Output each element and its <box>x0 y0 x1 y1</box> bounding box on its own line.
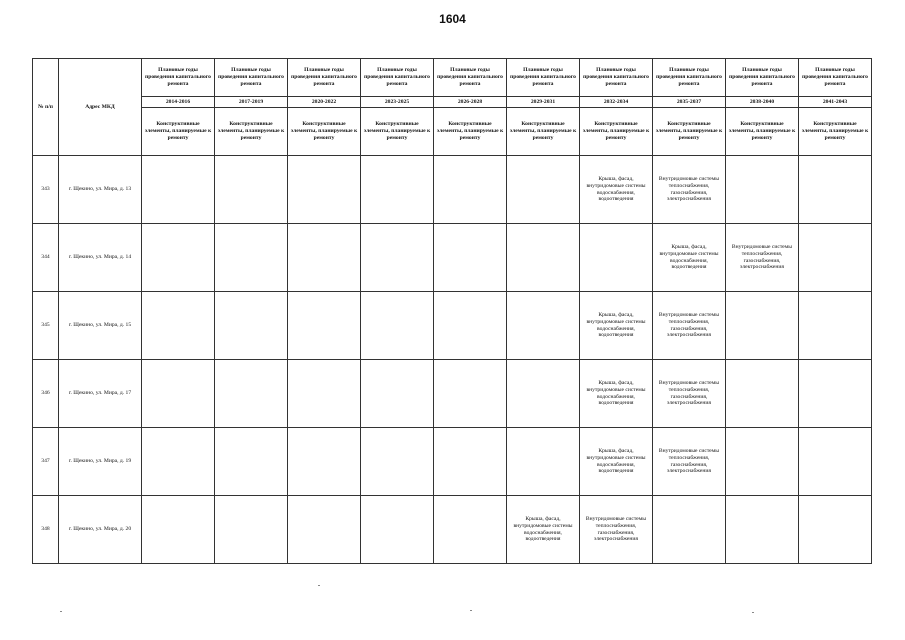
table-cell: Крыша, фасад, внутридомовые системы водоснабжения, водоотведения <box>580 428 653 496</box>
elements-header: Конструктивные элементы, планируемые к ремонту <box>726 108 799 156</box>
table-cell <box>215 428 288 496</box>
table-cell <box>799 224 872 292</box>
table-row <box>33 224 872 292</box>
elements-header: Конструктивные элементы, планируемые к ремонту <box>799 108 872 156</box>
table-header <box>33 59 872 156</box>
period-header: Плановые годы проведения капитального ремонта <box>726 59 799 97</box>
page-number: 1604 <box>439 12 466 26</box>
table-cell: Внутридомовые системы теплоснабжения, газоснабжения, электроснабжения <box>653 156 726 224</box>
period-header: Плановые годы проведения капитального ремонта <box>653 59 726 97</box>
table-cell <box>361 496 434 564</box>
period-header: Плановые годы проведения капитального ремонта <box>580 59 653 97</box>
header-row-periods <box>33 59 872 97</box>
period-header: Плановые годы проведения капитального ремонта <box>507 59 580 97</box>
elements-header: Конструктивные элементы, планируемые к ремонту <box>653 108 726 156</box>
table-cell <box>580 224 653 292</box>
period-header: Плановые годы проведения капитального ремонта <box>361 59 434 97</box>
table-cell <box>726 156 799 224</box>
table-cell <box>142 224 215 292</box>
table-cell: Крыша, фасад, внутридомовые системы водоснабжения, водоотведения <box>580 292 653 360</box>
year-range: 2014-2016 <box>142 97 215 108</box>
scan-speck <box>60 611 62 612</box>
period-header: Плановые годы проведения капитального ремонта <box>288 59 361 97</box>
table-cell <box>799 156 872 224</box>
table-cell <box>726 292 799 360</box>
table-cell: Крыша, фасад, внутридомовые системы водоснабжения, водоотведения <box>507 496 580 564</box>
table-cell <box>361 292 434 360</box>
table-row <box>33 156 872 224</box>
table-row <box>33 496 872 564</box>
table-cell <box>361 360 434 428</box>
year-range: 2032-2034 <box>580 97 653 108</box>
row-address: г. Щекино, ул. Мира, д. 19 <box>59 428 142 496</box>
period-header: Плановые годы проведения капитального ремонта <box>434 59 507 97</box>
table-body <box>33 156 872 564</box>
table-cell: Крыша, фасад, внутридомовые системы водоснабжения, водоотведения <box>580 360 653 428</box>
year-range: 2026-2028 <box>434 97 507 108</box>
table-cell <box>507 428 580 496</box>
row-number: 346 <box>33 360 59 428</box>
scan-speck <box>752 612 754 613</box>
table-cell <box>799 496 872 564</box>
scan-speck <box>470 610 472 611</box>
table-cell: Крыша, фасад, внутридомовые системы водоснабжения, водоотведения <box>580 156 653 224</box>
table-cell: Внутридомовые системы теплоснабжения, газоснабжения, электроснабжения <box>653 428 726 496</box>
row-number: 343 <box>33 156 59 224</box>
table-cell <box>142 360 215 428</box>
table-cell <box>434 224 507 292</box>
year-range: 2029-2031 <box>507 97 580 108</box>
row-number: 345 <box>33 292 59 360</box>
table-cell <box>361 156 434 224</box>
table-cell <box>653 496 726 564</box>
table-cell <box>434 496 507 564</box>
year-range: 2023-2025 <box>361 97 434 108</box>
table-row <box>33 428 872 496</box>
table-cell <box>726 428 799 496</box>
period-header: Плановые годы проведения капитального ремонта <box>215 59 288 97</box>
scan-speck <box>318 585 320 586</box>
period-header: Плановые годы проведения капитального ремонта <box>799 59 872 97</box>
table-cell <box>726 360 799 428</box>
table-cell <box>507 224 580 292</box>
elements-header: Конструктивные элементы, планируемые к ремонту <box>361 108 434 156</box>
elements-header: Конструктивные элементы, планируемые к ремонту <box>580 108 653 156</box>
table-cell <box>507 156 580 224</box>
table-cell <box>799 292 872 360</box>
table-cell <box>142 496 215 564</box>
table-cell <box>434 156 507 224</box>
row-address: г. Щекино, ул. Мира, д. 15 <box>59 292 142 360</box>
table-cell <box>361 224 434 292</box>
table-cell <box>799 360 872 428</box>
table-cell <box>215 292 288 360</box>
address-header: Адрес МКД <box>59 59 142 156</box>
table-cell: Внутридомовые системы теплоснабжения, газоснабжения, электроснабжения <box>653 360 726 428</box>
table-cell: Крыша, фасад, внутридомовые системы водоснабжения, водоотведения <box>653 224 726 292</box>
table-cell <box>434 428 507 496</box>
table-cell <box>507 360 580 428</box>
row-address: г. Щекино, ул. Мира, д. 14 <box>59 224 142 292</box>
num-header: № п/п <box>33 59 59 156</box>
row-number: 347 <box>33 428 59 496</box>
table-cell <box>142 428 215 496</box>
row-number: 344 <box>33 224 59 292</box>
table-cell <box>726 496 799 564</box>
table-cell <box>215 224 288 292</box>
table-cell <box>288 428 361 496</box>
year-range: 2020-2022 <box>288 97 361 108</box>
table-cell <box>142 292 215 360</box>
table-cell <box>434 360 507 428</box>
elements-header: Конструктивные элементы, планируемые к ремонту <box>142 108 215 156</box>
table-cell <box>799 428 872 496</box>
row-address: г. Щекино, ул. Мира, д. 13 <box>59 156 142 224</box>
table-row <box>33 360 872 428</box>
row-address: г. Щекино, ул. Мира, д. 17 <box>59 360 142 428</box>
elements-header: Конструктивные элементы, планируемые к ремонту <box>434 108 507 156</box>
table-cell: Внутридомовые системы теплоснабжения, газоснабжения, электроснабжения <box>726 224 799 292</box>
elements-header: Конструктивные элементы, планируемые к ремонту <box>288 108 361 156</box>
row-number: 348 <box>33 496 59 564</box>
table-cell <box>288 156 361 224</box>
table-cell <box>215 156 288 224</box>
row-address: г. Щекино, ул. Мира, д. 20 <box>59 496 142 564</box>
table-cell <box>434 292 507 360</box>
elements-header: Конструктивные элементы, планируемые к ремонту <box>507 108 580 156</box>
table-cell <box>361 428 434 496</box>
table-row <box>33 292 872 360</box>
year-range: 2041-2043 <box>799 97 872 108</box>
table-cell: Внутридомовые системы теплоснабжения, газоснабжения, электроснабжения <box>580 496 653 564</box>
table-cell <box>507 292 580 360</box>
period-header: Плановые годы проведения капитального ремонта <box>142 59 215 97</box>
table-cell <box>215 360 288 428</box>
table-cell <box>142 156 215 224</box>
header-row-years <box>33 97 872 108</box>
table-cell: Внутридомовые системы теплоснабжения, газоснабжения, электроснабжения <box>653 292 726 360</box>
table-cell <box>288 292 361 360</box>
table-cell <box>215 496 288 564</box>
table-cell <box>288 360 361 428</box>
year-range: 2038-2040 <box>726 97 799 108</box>
year-range: 2035-2037 <box>653 97 726 108</box>
repair-schedule-table <box>32 58 872 564</box>
header-row-elements <box>33 108 872 156</box>
table-cell <box>288 496 361 564</box>
table-cell <box>288 224 361 292</box>
elements-header: Конструктивные элементы, планируемые к ремонту <box>215 108 288 156</box>
year-range: 2017-2019 <box>215 97 288 108</box>
